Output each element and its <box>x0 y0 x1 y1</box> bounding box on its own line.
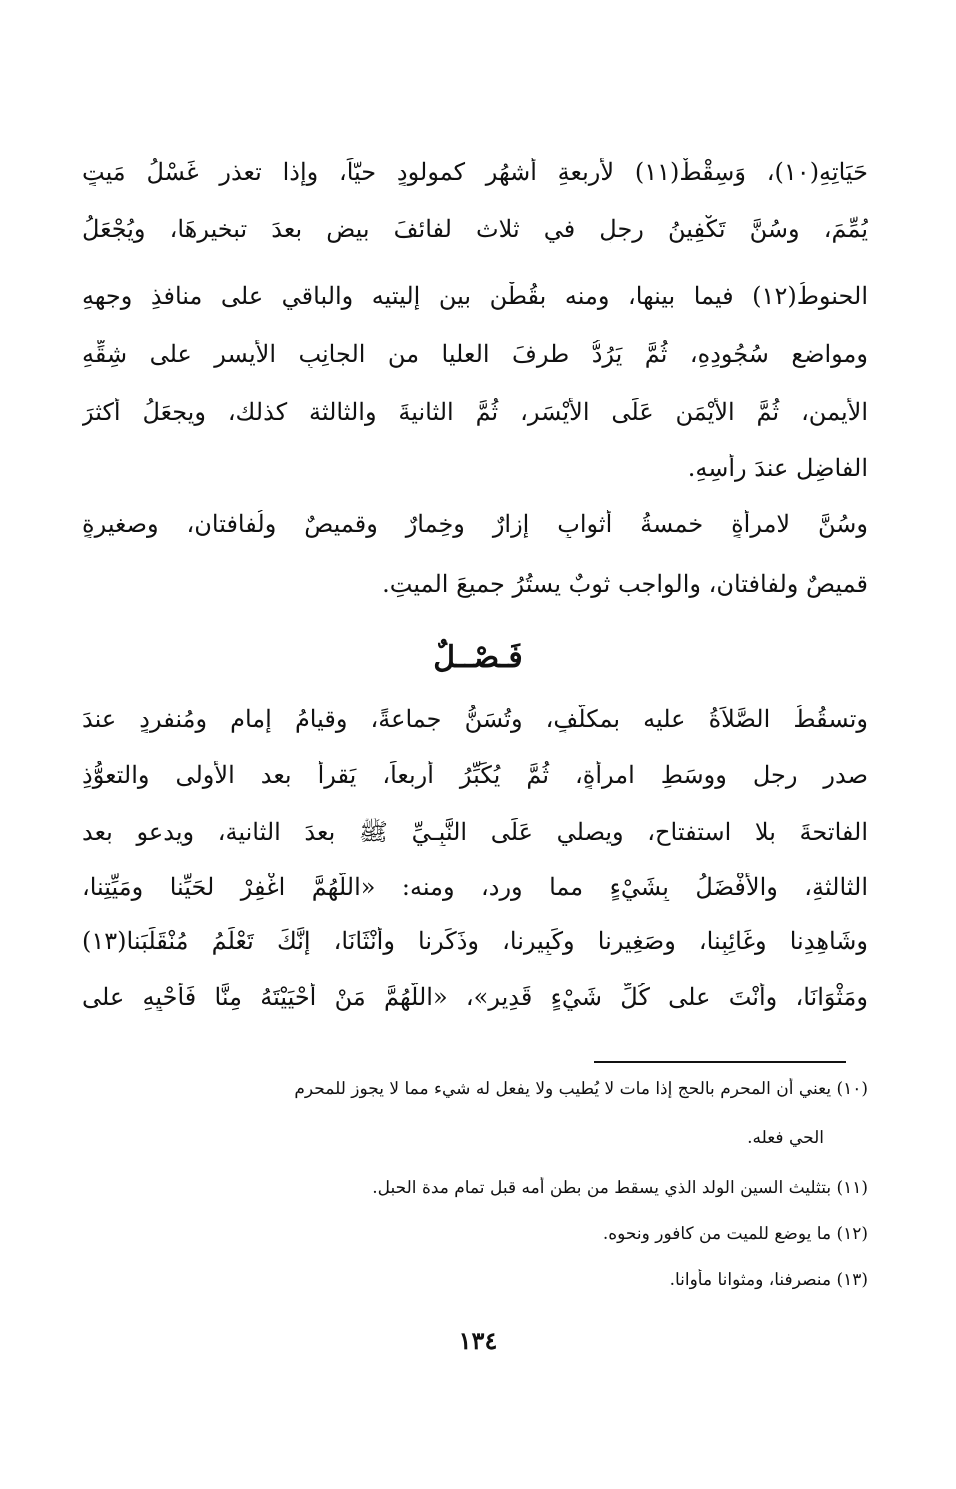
footnote-13: (١٣) منصرفنا، ومثوانا مأوانا. <box>669 1270 868 1290</box>
text-line: وشَاهِدِنا وغَائِبِنا، وصَغِيرِنا وكَبِيرِنا، وذَكَرِنا وأُنْثَانَا، إِنَّكَ تَعْلَمُ مُنْقَلَبَنا(١٣) <box>82 927 868 955</box>
text-line: الثالثةِ، والأَفْضَلُ بِشَيْءٍ مما ورد، ومنه: «اللَّهُمَّ اغْفِرْ لحَيِّنا ومَيِّتِنا، <box>82 873 868 901</box>
text-line: الحنوطُ(١٢) فيما بينها، ومنه بقُطْنٍ بين إليتيه والباقي على منافذِ وجهِهِ <box>82 282 868 310</box>
text-line: ومَثْوَانَا، وأَنْتَ على كُلِّ شَيْءٍ قَدِير»، «اللَّهُمَّ مَنْ أَحْيَيْتَهُ مِنَّا فَأَحْيِهِ على <box>82 983 868 1011</box>
text-line: وسُنَّ لامرأةٍ خمسةُ أثوابٍ إزارٌ وخِمارٌ وقميصٌ ولُفافتانِ، وصغيرةٍ <box>82 510 868 538</box>
footnote-11: (١١) بتثليث السين الولد الذي يسقط من بطن أمه قبل تمام مدة الحبل. <box>372 1178 868 1198</box>
page-number: ١٣٤ <box>458 1326 498 1355</box>
text-line: ومواضعِ سُجُودِهِ، ثُمَّ يَرُدُّ طرفَ العليا من الجانِبِ الأيسرِ على شِقِّهِ <box>82 340 868 368</box>
text-line: قميصٌ ولفافتان، والواجب ثوبٌ يستُرُ جميعَ الميتِ. <box>382 570 868 598</box>
text-line: وتسقُطُ الصَّلاَةُ عليه بمكلَّفٍ، وتُسَنُّ جماعةً، وقيامُ إمامٍ ومُنفردٍ عندَ <box>82 705 868 733</box>
text-line: الفاتحةَ بلا استفتاحٍ، ويصلي عَلَى النَّبِـيِّ ﷺ بعدَ الثانية، ويدعو بعد <box>82 818 868 846</box>
footnote-separator <box>594 1061 846 1063</box>
text-line: صدرِ رجل ووسَطِ امرأةٍ، ثُمَّ يُكَبِّرُ أربعاً، يَقرأ بعد الأُولى والتعوُّذِ <box>82 761 868 789</box>
section-heading: فَـصْــلٌ <box>433 640 523 675</box>
footnote-10-continuation: الحي فعله. <box>747 1128 824 1148</box>
footnote-12: (١٢) ما يوضع للميت من كافور ونحوه. <box>602 1224 868 1244</box>
footnote-10: (١٠) يعني أن المحرم بالحج إذا مات لا يُطيب ولا يفعل له شيء مما لا يجوز للمحرم <box>294 1079 868 1099</box>
text-line: الفاضِلِ عندَ رأسِهِ. <box>687 454 868 482</box>
text-line: الأيمنِ، ثُمَّ الأيْمَن عَلَى الأيْسَر، ثُمَّ الثانيةَ والثالثة كذلك، ويجعَلُ أكثرَ <box>82 398 868 426</box>
text-line: يُمِّمَ، وسُنَّ تَكْفِينُ رجلٍ في ثلاث لفائفَ بيضٍ بعدَ تبخيرِهَا، ويُجْعَلُ <box>82 215 868 243</box>
text-line: حَيَاتِهِ(١٠)، وَسِقْطٌ(١١) لأربعةِ أشهُرٍ كمولودٍ حيّاً، وإذا تعذر غَسْلُ مَيتٍ <box>82 158 868 186</box>
